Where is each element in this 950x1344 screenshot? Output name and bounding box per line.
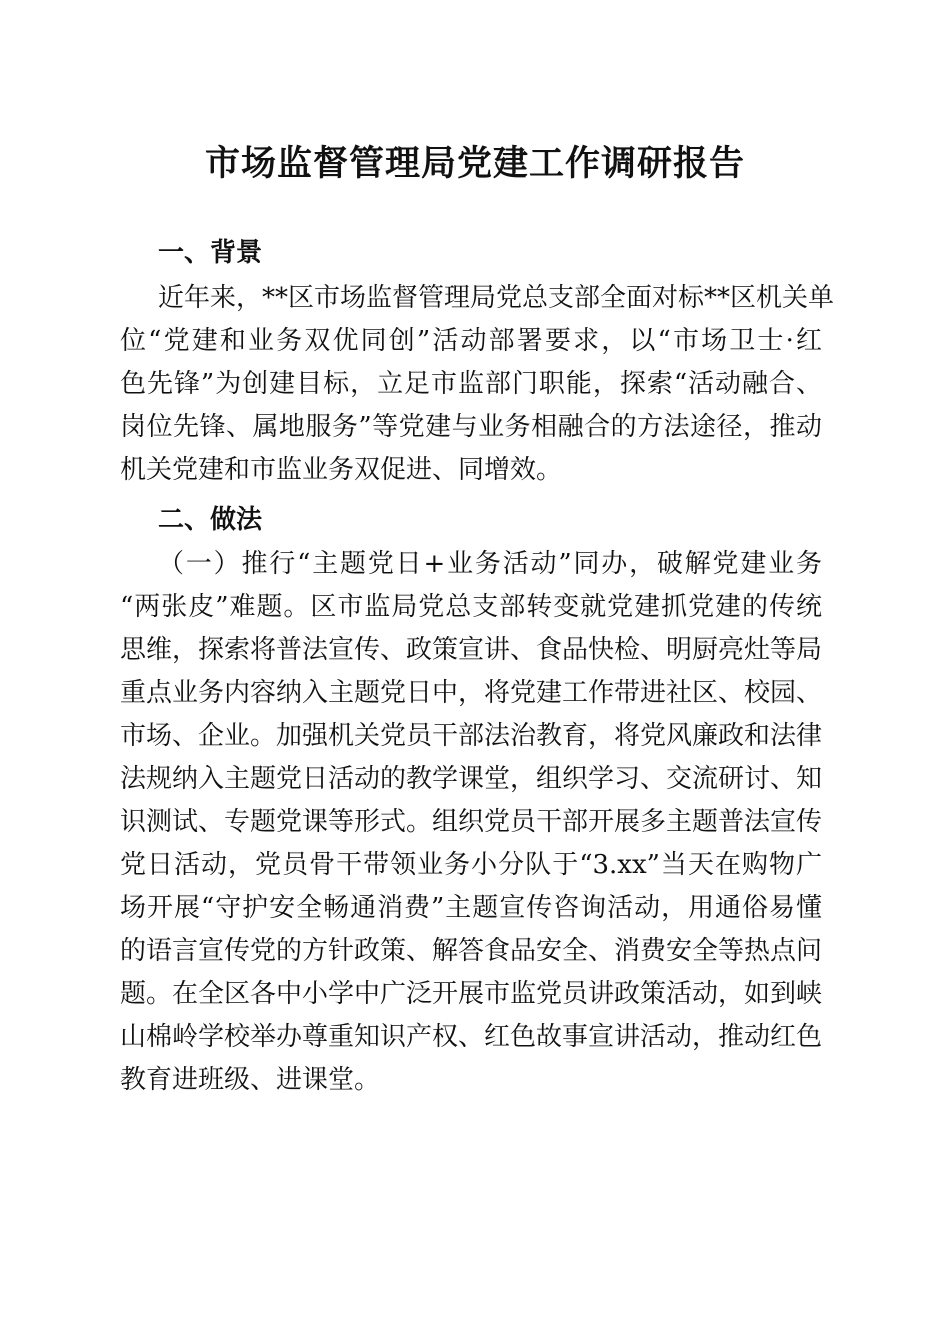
- paragraph-line: 的语言宣传党的方针政策、解答食品安全、消费安全等热点问: [120, 936, 823, 966]
- paragraph-line: 党日活动，党员骨干带领业务小分队于“3.xx”当天在购物广: [120, 850, 822, 880]
- paragraph-line: 近年来，**区市场监督管理局党总支部全面对标**区机关单: [158, 283, 835, 313]
- section-heading: 一、背景: [158, 238, 263, 268]
- paragraph-line: 山棉岭学校举办尊重知识产权、红色故事宣讲活动，推动红色: [120, 1022, 823, 1052]
- paragraph-line: 机关党建和市监业务双促进、同增效。: [120, 455, 563, 485]
- paragraph-line: 场开展“守护安全畅通消费”主题宣传咨询活动，用通俗易懂: [120, 893, 822, 923]
- paragraph-line: 色先锋”为创建目标，立足市监部门职能，探索“活动融合、: [120, 369, 822, 399]
- paragraph-line: （一）推行“主题党日+业务活动”同办，破解党建业务: [158, 549, 822, 579]
- document-title: 市场监督管理局党建工作调研报告: [204, 143, 745, 184]
- paragraph-line: 法规纳入主题党日活动的教学课堂，组织学习、交流研讨、知: [120, 764, 823, 794]
- paragraph-line: 市场、企业。加强机关党员干部法治教育，将党风廉政和法律: [120, 721, 823, 751]
- paragraph-line: 位“党建和业务双优同创”活动部署要求，以“市场卫士·红: [120, 326, 822, 356]
- paragraph-line: 思维，探索将普法宣传、政策宣讲、食品快检、明厨亮灶等局: [120, 635, 823, 665]
- paragraph-line: 岗位先锋、属地服务”等党建与业务相融合的方法途径，推动: [120, 412, 822, 442]
- paragraph-line: 重点业务内容纳入主题党日中，将党建工作带进社区、校园、: [120, 678, 823, 708]
- paragraph-line: 教育进班级、进课堂。: [120, 1065, 381, 1095]
- paragraph-line: 识测试、专题党课等形式。组织党员干部开展多主题普法宣传: [120, 807, 823, 837]
- section-heading: 二、做法: [158, 505, 263, 535]
- paragraph-line: 题。在全区各中小学中广泛开展市监党员讲政策活动，如到峡: [120, 979, 823, 1009]
- paragraph-line: “两张皮”难题。区市监局党总支部转变就党建抓党建的传统: [120, 592, 822, 622]
